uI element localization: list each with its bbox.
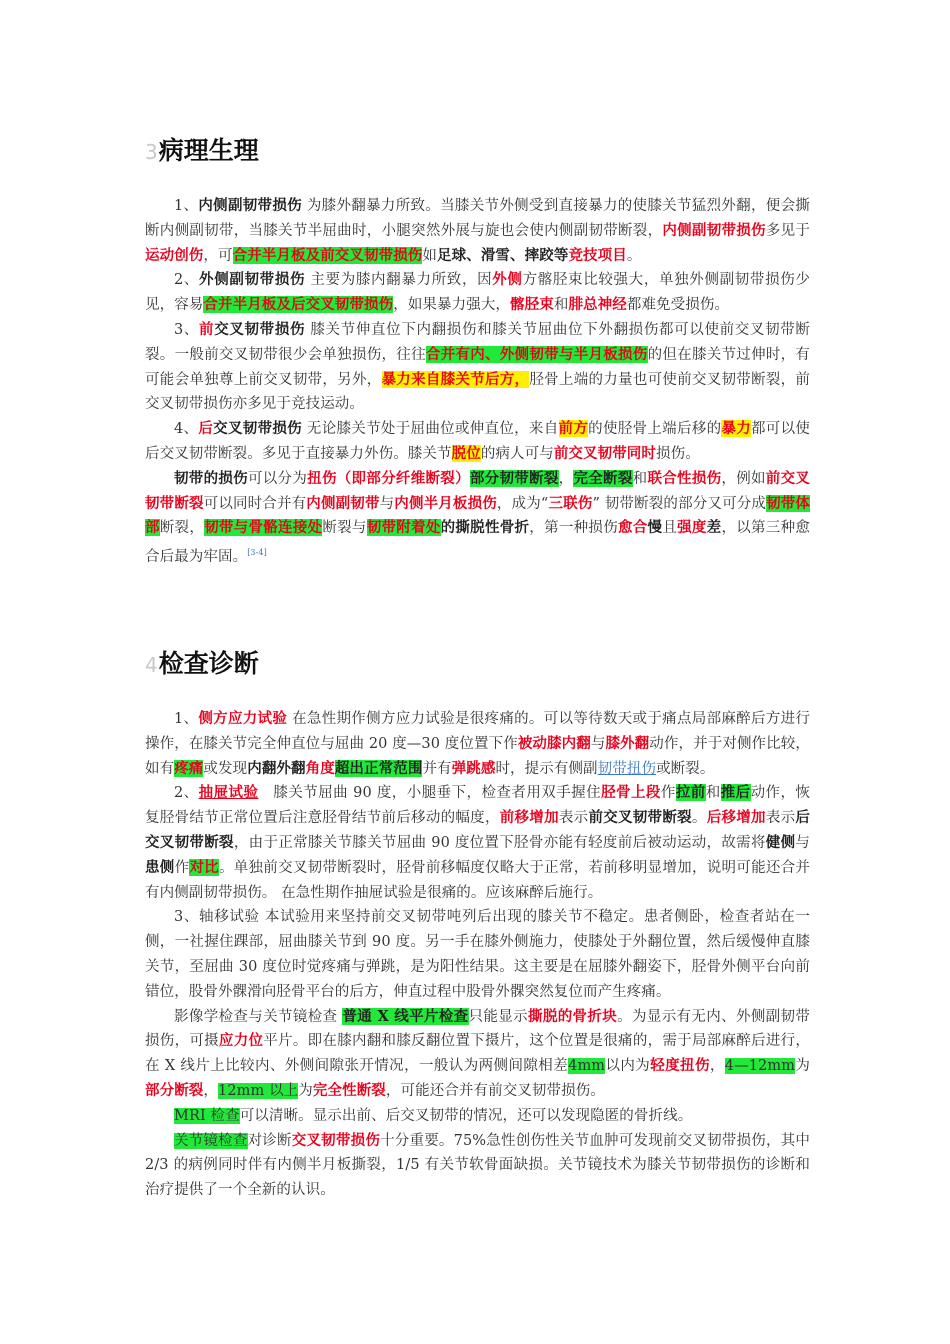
ligament-sprain-link[interactable]: 韧带扭伤 <box>597 760 657 777</box>
section-title: 病理生理 <box>158 136 259 165</box>
citation-link[interactable]: [3-4] <box>247 548 267 558</box>
section-heading-pathophysiology <box>145 134 259 168</box>
paragraph-drawer-test: 2、抽屉试验 膝关节屈曲 90 度，小腿垂下，检查者用双手握住胫骨上段作拉前和推后动作，恢复胫骨结节正常位置后注意胫骨结节前后移动的幅度，前移增加表示前交叉韧带断裂。后移增加表示后交叉韧带断裂，由于正常膝关节膝关节屈曲 90 度位置下胫骨亦能有轻度前后被动运动，故需将健侧与患侧作对比。单独前交叉韧带断裂时，胫骨前移幅度仅略大于正常，若前移明显增加，说明可能还合并有内侧副韧带损伤。 在急性期作抽屉试验是很痛的。应该麻醉后施行。 <box>145 784 811 901</box>
paragraph-pivot-shift: 3、轴移试验 本试验用来坚持前交叉韧带吨列后出现的膝关节不稳定。患者侧卧，检查者站在一侧，一社握住踝部，屈曲膝关节到 90 度。另一手在膝外侧施力，使膝处于外翻位置，然后缓慢伸直膝关节，至屈曲 30 度位时觉疼痛与弹跳，是为阳性结果。这主要是在屈膝外翻姿下，胫骨外侧平台向前错位，股骨外髁滑向胫骨平台的后方，伸直过程中股骨外髁突然复位而产生疼痛。 <box>145 909 810 1000</box>
section-heading-diagnosis <box>145 647 259 681</box>
paragraph-lcl: 2、外侧副韧带损伤 主要为膝内翻暴力所致，因外侧方髂胫束比较强大，单独外侧副韧带损伤少见，容易合并半月板及后交叉韧带损伤，如果暴力强大，髂胫束和腓总神经都难免受损伤。 <box>145 271 810 314</box>
paragraph-arthroscopy: 关节镜检查对诊断交叉韧带损伤十分重要。75%急性创伤性关节血肿可发现前交叉韧带损伤，其中 2/3 的病例同时伴有内侧半月板撕裂，1/5 有关节软骨面缺损。关节镜技术为膝关节韧带损伤的诊断和治疗提供了一个全新的认识。 <box>145 1131 810 1199</box>
section-number: 3 <box>145 140 158 164</box>
paragraph-ligament-injury-types: 韧带的损伤可以分为扭伤（即部分纤维断裂）部分韧带断裂，完全断裂和联合性损伤，例如前交叉韧带断裂可以同时合并有内侧副韧带与内侧半月板损伤，成为“三联伤” 韧带断裂的部分又可分成韧带体部断裂，韧带与骨骼连接处断裂与韧带附着处的撕脱性骨折，第一种损伤愈合慢且强度差，以第三种愈合后最为牢固。[3-4] <box>145 469 810 565</box>
paragraph-pcl: 4、后交叉韧带损伤 无论膝关节处于屈曲位或伸直位，来自前方的使胫骨上端后移的暴力都可以使后交叉韧带断裂。多见于直接暴力外伤。膝关节脱位的病人可与前交叉韧带同时损伤。 <box>145 420 811 462</box>
section-body-diagnosis <box>145 707 810 1203</box>
section-title: 检查诊断 <box>158 649 259 678</box>
section-body-pathophysiology <box>145 194 810 570</box>
paragraph-imaging: 影像学检查与关节镜检查 普通 X 线平片检查只能显示撕脱的骨折块。为显示有无内、外侧副韧带损伤，可摄应力位平片。即在膝内翻和膝反翻位置下摄片，这个位置是很痛的，需于局部麻醉后进行，在 X 线片上比较内、外侧间隙张开情况，一般认为两侧间隙相差4mm以内为轻度扭伤，4—12mm为部分断裂，12mm 以上为完全性断裂，可能还合并有前交叉韧带损伤。 <box>145 1007 811 1099</box>
section-number: 4 <box>145 653 158 677</box>
paragraph-stress-test: 1、侧方应力试验 在急性期作侧方应力试验是很疼痛的。可以等待数天或于痛点局部麻醉后方进行操作，在膝关节完全伸直位与屈曲 20 度—30 度位置下作被动膝内翻与膝外翻动作，并于对侧作比较，如有疼痛或发现内翻外翻角度超出正常范围并有弹跳感时，提示有侧副韧带扭伤或断裂。 <box>145 710 810 777</box>
paragraph-mcl: 1、内侧副韧带损伤 为膝外翻暴力所致。当膝关节外侧受到直接暴力的使膝关节猛烈外翻，便会撕断内侧副韧带，当膝关节半屈曲时，小腿突然外展与旋也会使内侧副韧带断裂，内侧副韧带损伤多见于运动创伤，可合并半月板及前交叉韧带损伤如足球、滑雪、摔跤等竞技项目。 <box>145 197 811 264</box>
paragraph-mri: MRI 检查可以清晰。显示出前、后交叉韧带的情况，还可以发现隐匿的骨折线。 <box>174 1107 693 1124</box>
paragraph-acl: 3、前交叉韧带损伤 膝关节伸直位下内翻损伤和膝关节屈曲位下外翻损伤都可以使前交叉韧带断裂。一般前交叉韧带很少会单独损伤，往往合并有内、外侧韧带与半月板损伤的但在膝关节过伸时，有可能会单独尊上前交叉韧带，另外，暴力来自膝关节后方，胫骨上端的力量也可使前交叉韧带断裂，前交叉韧带损伤亦多见于竞技运动。 <box>145 320 811 413</box>
